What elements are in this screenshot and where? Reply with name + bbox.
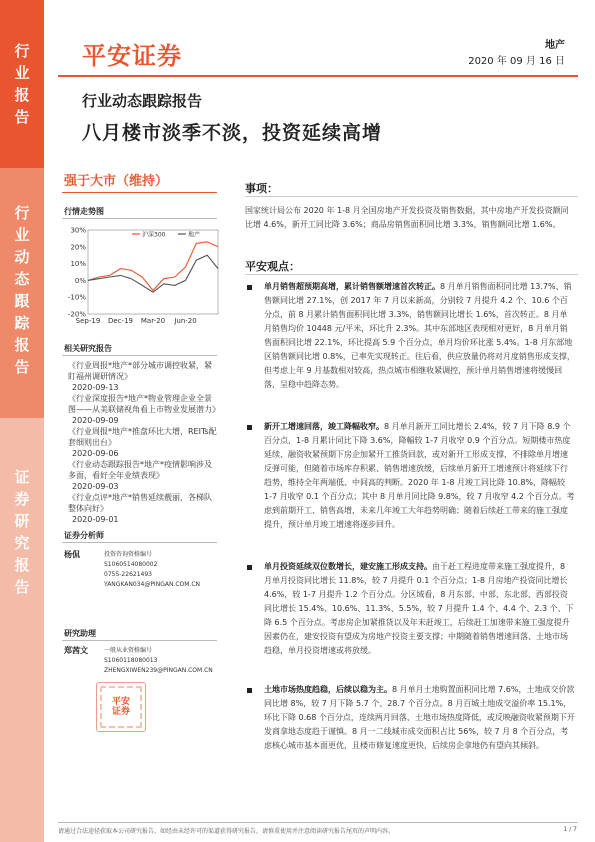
report-date: 2020 年 09 月 16 日 (468, 56, 565, 67)
trend-title: 行情走势图 (64, 207, 104, 216)
view-point-lead: 新开工增速回落，竣工降幅收窄。 (264, 422, 384, 431)
header-divider (58, 75, 578, 77)
page-title: 八月楼市淡季不淡，投资延续高增 (82, 122, 383, 144)
view-point (245, 683, 575, 753)
view-point (245, 280, 575, 392)
qr-code (96, 682, 146, 732)
analyst-role: 投资咨询资格编号 (104, 551, 153, 558)
related-title: 相关研究报告 (64, 344, 112, 353)
trend-divider (62, 218, 217, 219)
related-divider (62, 355, 217, 356)
bullet-icon (247, 688, 252, 693)
series-line-hs300 (88, 242, 218, 291)
view-point-body: 由于赶工程进度带来施工强度提升，8 月单月投资同比增长 11.8%，较 7 月提升 0.1 个百分点；1-8 月房地产投资同比增长 4.6%，较 1-7 月提升 1.2 个百分点。分区域看，8 月东部、中部、东北部、西部投资同比增长 15.4%、10.6%、11.3%、5.5%，较 7 月提升 1.4 个、4.4 个、2.3 个、下降 6.5 个百分点。考虑房企加紧推货以及年末赶竣工，后续赶工加速带来施工强度提升因素仍在，建安投资有望成为房地产投资主要支撑；中期随着销售增速回落、土地市场趋稳，单月投资增速或将放缓。 (264, 562, 574, 655)
related-item[interactable]: 《行业周报*地产*推盘环比大增，REITs配套细则出台》 2020-09-06 (68, 427, 217, 458)
related-item[interactable]: 《行业深度报告*地产*物业管理企业全景图——从美联储视角看上市物业发展潜力》 2020-09-09 (68, 394, 220, 425)
related-item[interactable]: 《行业点评*地产*销售延续靓丽，各梯队整体向好》 2020-09-01 (68, 493, 212, 524)
company-logo: 平安证券 (82, 42, 182, 70)
view-point-body: 8 月单月土地购置面积同比增 7.6%，土地成交价款同比增 8%，较 7 月下降 5.7 个、28.7 个百分点。8 月百城土地成交溢价率 15.1%，环比下降 0.68 个百分点，连续两月回落，土地市场热度降低，或反映融资收紧预期下开发商拿地态度趋于谨慎。8 月一二线城市成交面积占比 56%，较 7 月 8 个百分点，考虑核心城市基本面更优，且楼市修复速度更快，后续房企拿地仍有望向其倾斜。 (264, 685, 575, 750)
x-tick-label: Sep-19 (75, 317, 101, 325)
legend-label: 地产 (188, 231, 201, 239)
report-type: 行业动态跟踪报告 (82, 92, 203, 110)
analysts-divider (62, 542, 217, 543)
related-list (68, 360, 218, 525)
view-point-body: 8 月单月销售面积同比增 13.7%、销售额同比增 27.1%，创 2017 年 7 月以来新高，分别较 7 月提升 4.2 个、10.6 个百分点，前 8 月累计销售面积同比增 3.3%，销售额同比增长 1.6%，首次转正。8 月单月销售均价 10448 元/平米，环比升 2.3%。其中东部地区表现相对更好，8 月单月销售面积同比增 22.1%，环比提高 5.9 个百分点，单月均价环比涨 5.4%。1-8 月东部地区销售额同比增 0.8%，已率先实现转正。往后看，供应放量仍将对月度销售形成支撑，但考虑上年 9 月基数相对较高，热点城市相继收紧调控，预计单月销售增速将缓慢回落，呈稳中趋降态势。 (264, 282, 575, 389)
x-tick-label: Dec-19 (108, 317, 133, 325)
band-industry-report: 行 业 报 告 (0, 0, 44, 168)
analyst-id: S1060514080002 (104, 561, 158, 568)
events-body: 国家统计局公布 2020 年 1-8 月全国房地产开发投资及销售数据，其中房地产开发投资额同比增 4.6%，新开工同比降 3.6%；商品房销售面积同比增 3.3%，销售额同比增 1.6%。 (245, 206, 569, 229)
y-tick-label: -10% (67, 293, 86, 302)
legend-label: 沪深300 (142, 231, 166, 239)
related-item[interactable]: 《行业动态跟踪报告*地产*疫情影响涉及多面，看好全年业绩表现》 2020-09-03 (68, 460, 212, 491)
sector-label: 地产 (545, 40, 565, 51)
side-band (0, 0, 44, 842)
view-point-lead: 单月销售超预期高增，累计销售额增速首次转正。 (264, 282, 440, 291)
assistants-title: 研究助理 (64, 629, 96, 638)
trend-chart (62, 222, 222, 330)
related-item[interactable]: 《行业周报*地产*部分城市调控收紧，紧盯福州调研情况》 2020-09-13 (68, 361, 212, 392)
assistant-id: S1060118080013 (104, 657, 158, 664)
bullet-icon (247, 285, 252, 290)
bullet-icon (247, 425, 252, 430)
views-heading: 平安观点： (245, 260, 300, 273)
y-tick-label: 10% (70, 260, 86, 269)
assistant-card (64, 646, 224, 686)
view-point-lead: 土地市场热度趋稳，后续以稳为主。 (264, 685, 392, 694)
assistant-email[interactable]: ZHENGXIWEN239@PINGAN.COM.CN (104, 667, 213, 674)
qr-label-1: 平安 (111, 697, 130, 707)
events-heading: 事项： (245, 182, 278, 195)
assistant-role: 一般从业资格编号 (104, 647, 153, 654)
x-tick-label: Mar-20 (140, 317, 166, 325)
y-tick-label: -20% (67, 310, 86, 319)
view-point-lead: 单月投资延续双位数增长，建安施工形成支持。 (264, 562, 432, 571)
analyst-name: 杨侃 (64, 550, 80, 559)
qr-pattern (100, 686, 142, 728)
y-tick-label: 30% (70, 226, 86, 235)
events-divider (245, 196, 578, 197)
assistant-name: 郑茜文 (64, 646, 88, 655)
footer-disclaimer: 请通过合法途径获取本公司研究报告，如经由未经许可的渠道获得研究报告，请慎重使用并注意阅读研究报告尾页的声明内容。 (58, 828, 395, 835)
series-line-realestate (88, 255, 218, 292)
page-number: 1 / 7 (563, 826, 577, 833)
analysts-title: 证券分析师 (64, 531, 104, 540)
view-point (245, 560, 575, 658)
assistants-divider (62, 640, 217, 641)
rating-label: 强于大市（维持） (64, 174, 169, 189)
band-dynamic-tracking: 行 业 动 态 跟 踪 报 告 (0, 168, 44, 418)
band-securities-research: 证 券 研 究 报 告 (0, 418, 44, 842)
y-tick-label: 20% (70, 243, 86, 252)
trend-chart-svg (62, 222, 222, 330)
y-tick-label: 0% (74, 276, 86, 285)
views-divider (245, 274, 578, 275)
view-point-body: 8 月单月新开工同比增长 2.4%，较 7 月下降 8.9 个百分点，1-8 月累计同比下降 3.6%，降幅较 1-7 月收窄 0.9 个百分点。短期楼市热度延续、融资收紧预期下房企加紧开工推货回款，或对新开工形成支撑，不排除单月增速反弹可能，但随着市场库存积累、销售增速放缓，后续单月新开工增速预计将延续下行趋势，维持全年两端低、中间高的判断。2020 年 1-8 月竣工同比降 10.8%，降幅较 1-7 月收窄 0.1 个百分点；其中 8 月单月同比降 9.8%，较 7 月收窄 4.2 个百分点。考虑到前期开工、销售高增，未来几年竣工大年趋势明确；随着后续赶工带来的施工强度提升，预计单月竣工增速将逐步回升。 (264, 422, 575, 529)
x-tick-label: Jun-20 (174, 317, 197, 325)
analyst-email[interactable]: YANGKAN034@PINGAN.COM.CN (104, 581, 201, 588)
bullet-icon (247, 565, 252, 570)
qr-label-2: 证券 (111, 707, 130, 717)
analyst-card (64, 550, 224, 600)
analyst-phone: 0755-22621493 (104, 571, 152, 578)
view-point (245, 420, 575, 532)
footer-divider (58, 822, 578, 823)
rating-divider (62, 192, 217, 193)
